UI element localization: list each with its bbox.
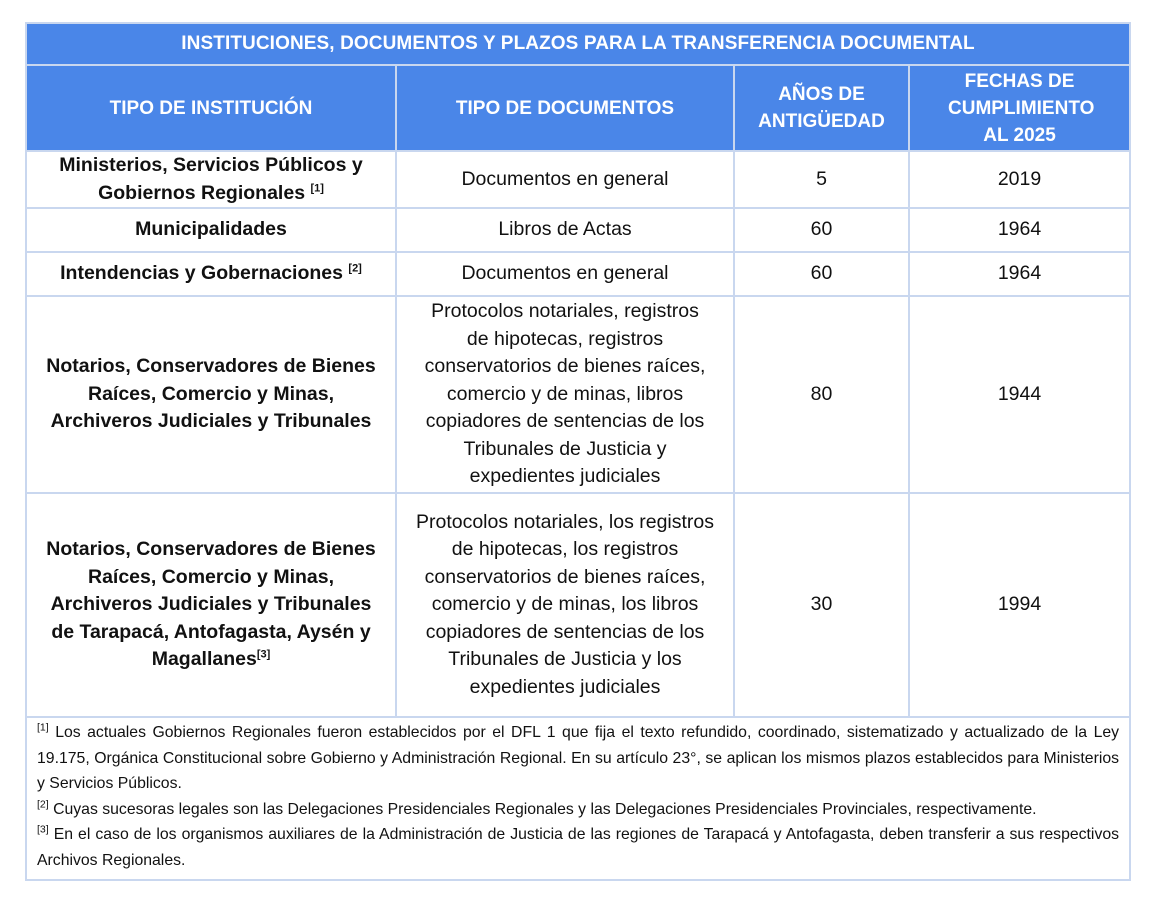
date-cell: 1944: [909, 296, 1130, 493]
footnote-marker: [2]: [37, 798, 49, 811]
table-row: [26, 208, 1130, 252]
institution-cell: [26, 252, 396, 296]
footnotes-cell: [26, 717, 1130, 880]
documents-cell: Documentos en general: [396, 151, 734, 208]
footnote-text: Los actuales Gobiernos Regionales fueron establecidos por el DFL 1 que fija el texto refundido, coordinado, sistematizado y actualizado de la Ley 19.175, Orgánica Constitucional sobre Gobierno y Administración Regional. En su artículo 23°, se aplican los mismos plazos establecidos para Ministerios y Servicios Públicos.: [37, 724, 1120, 792]
table-title: INSTITUCIONES, DOCUMENTOS Y PLAZOS PARA LA TRANSFERENCIA DOCUMENTAL: [26, 23, 1130, 65]
transfer-table: [25, 22, 1131, 881]
table-row: [26, 493, 1130, 717]
header-years: AÑOS DE ANTIGÜEDAD: [734, 65, 909, 151]
footnote-marker: [1]: [37, 721, 49, 734]
footnote-ref: [2]: [348, 262, 362, 275]
years-cell: 5: [734, 151, 909, 208]
institution-name: Notarios, Conservadores de Bienes Raíces, Comercio y Minas, Archiveros Judiciales y Tribunales de Tarapacá, Antofagasta, Aysén y Magallanes: [46, 538, 376, 671]
institution-name: Notarios, Conservadores de Bienes Raíces, Comercio y Minas, Archiveros Judiciales y Tribunales: [46, 355, 376, 433]
institution-cell: [26, 151, 396, 208]
header-institution: TIPO DE INSTITUCIÓN: [26, 65, 396, 151]
institution-name: Intendencias y Gobernaciones: [60, 262, 343, 285]
date-cell: 1964: [909, 208, 1130, 252]
table-row: [26, 252, 1130, 296]
footnote: [37, 797, 1119, 823]
footnote-marker: [3]: [37, 823, 49, 836]
institution-name: Municipalidades: [135, 218, 287, 241]
footnote-ref: [1]: [310, 182, 324, 194]
date-cell: 1964: [909, 252, 1130, 296]
documents-cell: Libros de Actas: [396, 208, 734, 252]
institution-name: Ministerios, Servicios Públicos y Gobiernos Regionales: [59, 154, 363, 204]
footnote-text: En el caso de los organismos auxiliares de la Administración de Justicia de las regiones de Tarapacá y Antofagasta, deben transferir a sus respectivos Archivos Regionales.: [37, 826, 1120, 869]
years-cell: 60: [734, 252, 909, 296]
table-header-row: [26, 65, 1130, 151]
documents-cell: Protocolos notariales, los registros de hipotecas, los registros conservatorios de bienes raíces, comercio y de minas, los libros copiadores de sentencias de los Tribunales de Justicia y los expedientes judiciales: [396, 493, 734, 717]
institution-cell: [26, 208, 396, 252]
footnote-text: Cuyas sucesoras legales son las Delegaciones Presidenciales Regionales y las Delegaciones Presidenciales Provinciales, respectivamente.: [53, 800, 1037, 818]
documents-cell: Documentos en general: [396, 252, 734, 296]
documents-cell: Protocolos notariales, registros de hipotecas, registros conservatorios de bienes raíces, comercio y de minas, libros copiadores de sentencias de los Tribunales de Justicia y expedientes judiciales: [396, 296, 734, 493]
table-title-row: [26, 23, 1130, 65]
footnotes-row: [26, 717, 1130, 880]
footnote: [37, 720, 1119, 797]
years-cell: 30: [734, 493, 909, 717]
institution-cell: [26, 296, 396, 493]
institution-cell: [26, 493, 396, 717]
table-row: [26, 151, 1130, 208]
document-table-container: [25, 22, 1129, 881]
date-cell: 2019: [909, 151, 1130, 208]
header-dates: FECHAS DE CUMPLIMIENTO AL 2025: [909, 65, 1130, 151]
date-cell: 1994: [909, 493, 1130, 717]
footnote: [37, 822, 1119, 873]
table-row: [26, 296, 1130, 493]
years-cell: 60: [734, 208, 909, 252]
footnote-ref: [3]: [256, 648, 271, 661]
header-documents: TIPO DE DOCUMENTOS: [396, 65, 734, 151]
years-cell: 80: [734, 296, 909, 493]
